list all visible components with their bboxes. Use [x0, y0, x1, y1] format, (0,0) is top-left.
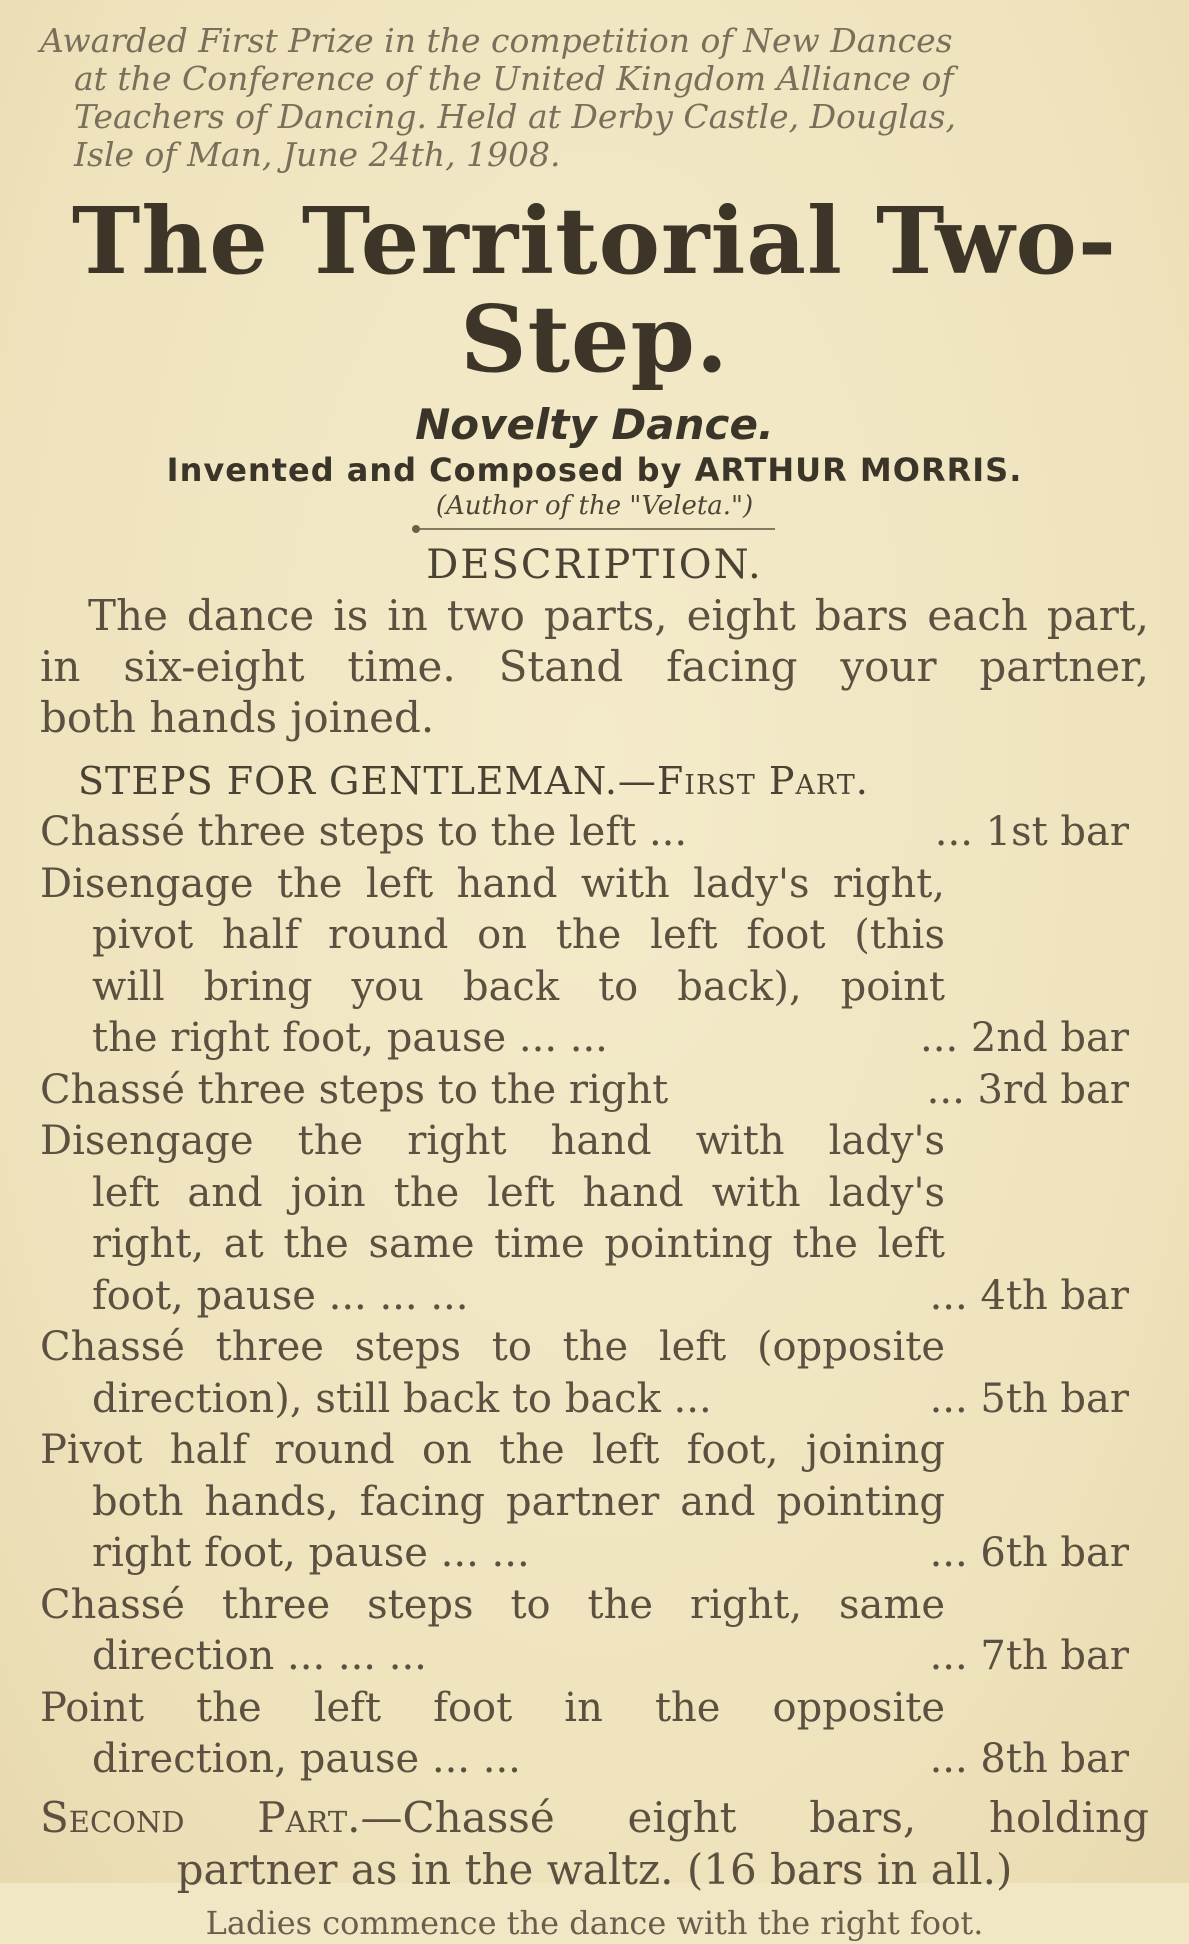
bar-count: ... 1st bar: [934, 809, 1129, 855]
step-line: [40, 1322, 1149, 1374]
step-line: [40, 1219, 1149, 1271]
second-part-label: Second Part.: [40, 1792, 361, 1842]
step-line: [40, 1013, 1149, 1065]
step-text: Disengage the left hand with lady's right,: [40, 860, 945, 907]
award-text: [40, 22, 1149, 174]
step-line: [40, 1271, 1149, 1323]
bar-count: ... 4th bar: [929, 1272, 1129, 1319]
steps-heading-part: First Part.: [656, 759, 869, 803]
intro-line-1: The dance is in two parts, eight bars each part,: [88, 591, 1149, 640]
step-text: Chassé three steps to the left ...: [40, 809, 688, 855]
step-line: [40, 962, 1149, 1014]
description-intro: [40, 590, 1149, 743]
bar-count: ... 6th bar: [929, 1530, 1129, 1576]
award-line-3: Teachers of Dancing. Held at Derby Castle, Douglas,: [74, 97, 956, 136]
step-text: Chassé three steps to the right: [40, 1066, 669, 1113]
bar-count: ... 2nd bar: [920, 1015, 1129, 1061]
step-line: [40, 1065, 1149, 1117]
steps-list: [40, 807, 1149, 1786]
step-text: the right foot, pause ... ...: [92, 1015, 608, 1061]
award-line-1: Awarded First Prize in the competition of New Dances: [40, 21, 953, 60]
step-text: direction ... ... ...: [92, 1633, 427, 1679]
second-part-line-1: [40, 1792, 1149, 1844]
step-text: direction, pause ... ...: [92, 1736, 521, 1782]
second-part-line-1-rest: —Chassé eight bars, holding: [360, 1792, 1149, 1842]
author-note: (Author of the "Veleta."): [435, 491, 754, 521]
step-line: [40, 1734, 1149, 1786]
intro-line-3: both hands joined.: [40, 693, 435, 742]
step-text: left and join the left hand with lady's: [92, 1169, 945, 1216]
award-line-4: Isle of Man, June 24th, 1908.: [74, 135, 561, 174]
intro-line-2: in six-eight time. Stand facing your partner,: [40, 642, 1149, 691]
step-line: [40, 1425, 1149, 1477]
step-text: both hands, facing partner and pointing: [92, 1478, 945, 1525]
step-text: Pivot half round on the left foot, joining: [40, 1427, 945, 1473]
step-line: [40, 1528, 1149, 1580]
step-line: [40, 1631, 1149, 1683]
steps-heading-main: STEPS FOR GENTLEMAN.—: [78, 759, 657, 803]
second-part: [40, 1792, 1149, 1896]
step-text: right, at the same time pointing the left: [92, 1221, 945, 1267]
bar-count: ... 8th bar: [929, 1736, 1129, 1782]
step-text: will bring you back to back), point: [92, 963, 945, 1010]
step-text: Chassé three steps to the right, same: [40, 1581, 945, 1628]
step-text: right foot, pause ... ...: [92, 1530, 530, 1576]
step-text: pivot half round on the left foot (this: [92, 912, 945, 958]
steps-heading: [40, 755, 1149, 807]
step-line: [40, 1374, 1149, 1426]
bar-count: ... 3rd bar: [926, 1066, 1129, 1113]
step-line: [40, 1580, 1149, 1632]
step-text: Chassé three steps to the left (opposite: [40, 1324, 945, 1370]
second-part-line-2: partner as in the waltz. (16 bars in all.): [176, 1844, 1013, 1894]
bar-count: ... 7th bar: [929, 1633, 1129, 1679]
award-line-2: at the Conference of the United Kingdom Alliance of: [74, 59, 954, 98]
step-line: [40, 1116, 1149, 1168]
divider-rule: [415, 528, 775, 530]
ladies-note: Ladies commence the dance with the right foot.: [205, 1903, 984, 1942]
step-text: foot, pause ... ... ...: [92, 1272, 469, 1319]
dance-title: The Territorial Two-Step.: [71, 187, 1118, 393]
bar-count: ... 5th bar: [929, 1375, 1129, 1422]
description-heading: DESCRIPTION.: [426, 542, 763, 588]
composer-credit: Invented and Composed by ARTHUR MORRIS.: [166, 451, 1023, 489]
step-text: Disengage the right hand with lady's: [40, 1118, 945, 1164]
step-line: [40, 1168, 1149, 1220]
step-line: [40, 807, 1149, 859]
dance-subtitle: Novelty Dance.: [415, 400, 774, 449]
step-line: [40, 910, 1149, 962]
step-text: Point the left foot in the opposite: [40, 1684, 945, 1731]
step-line: [40, 1683, 1149, 1735]
step-line: [40, 859, 1149, 911]
step-text: direction), still back to back ...: [92, 1375, 712, 1422]
step-line: [40, 1477, 1149, 1529]
